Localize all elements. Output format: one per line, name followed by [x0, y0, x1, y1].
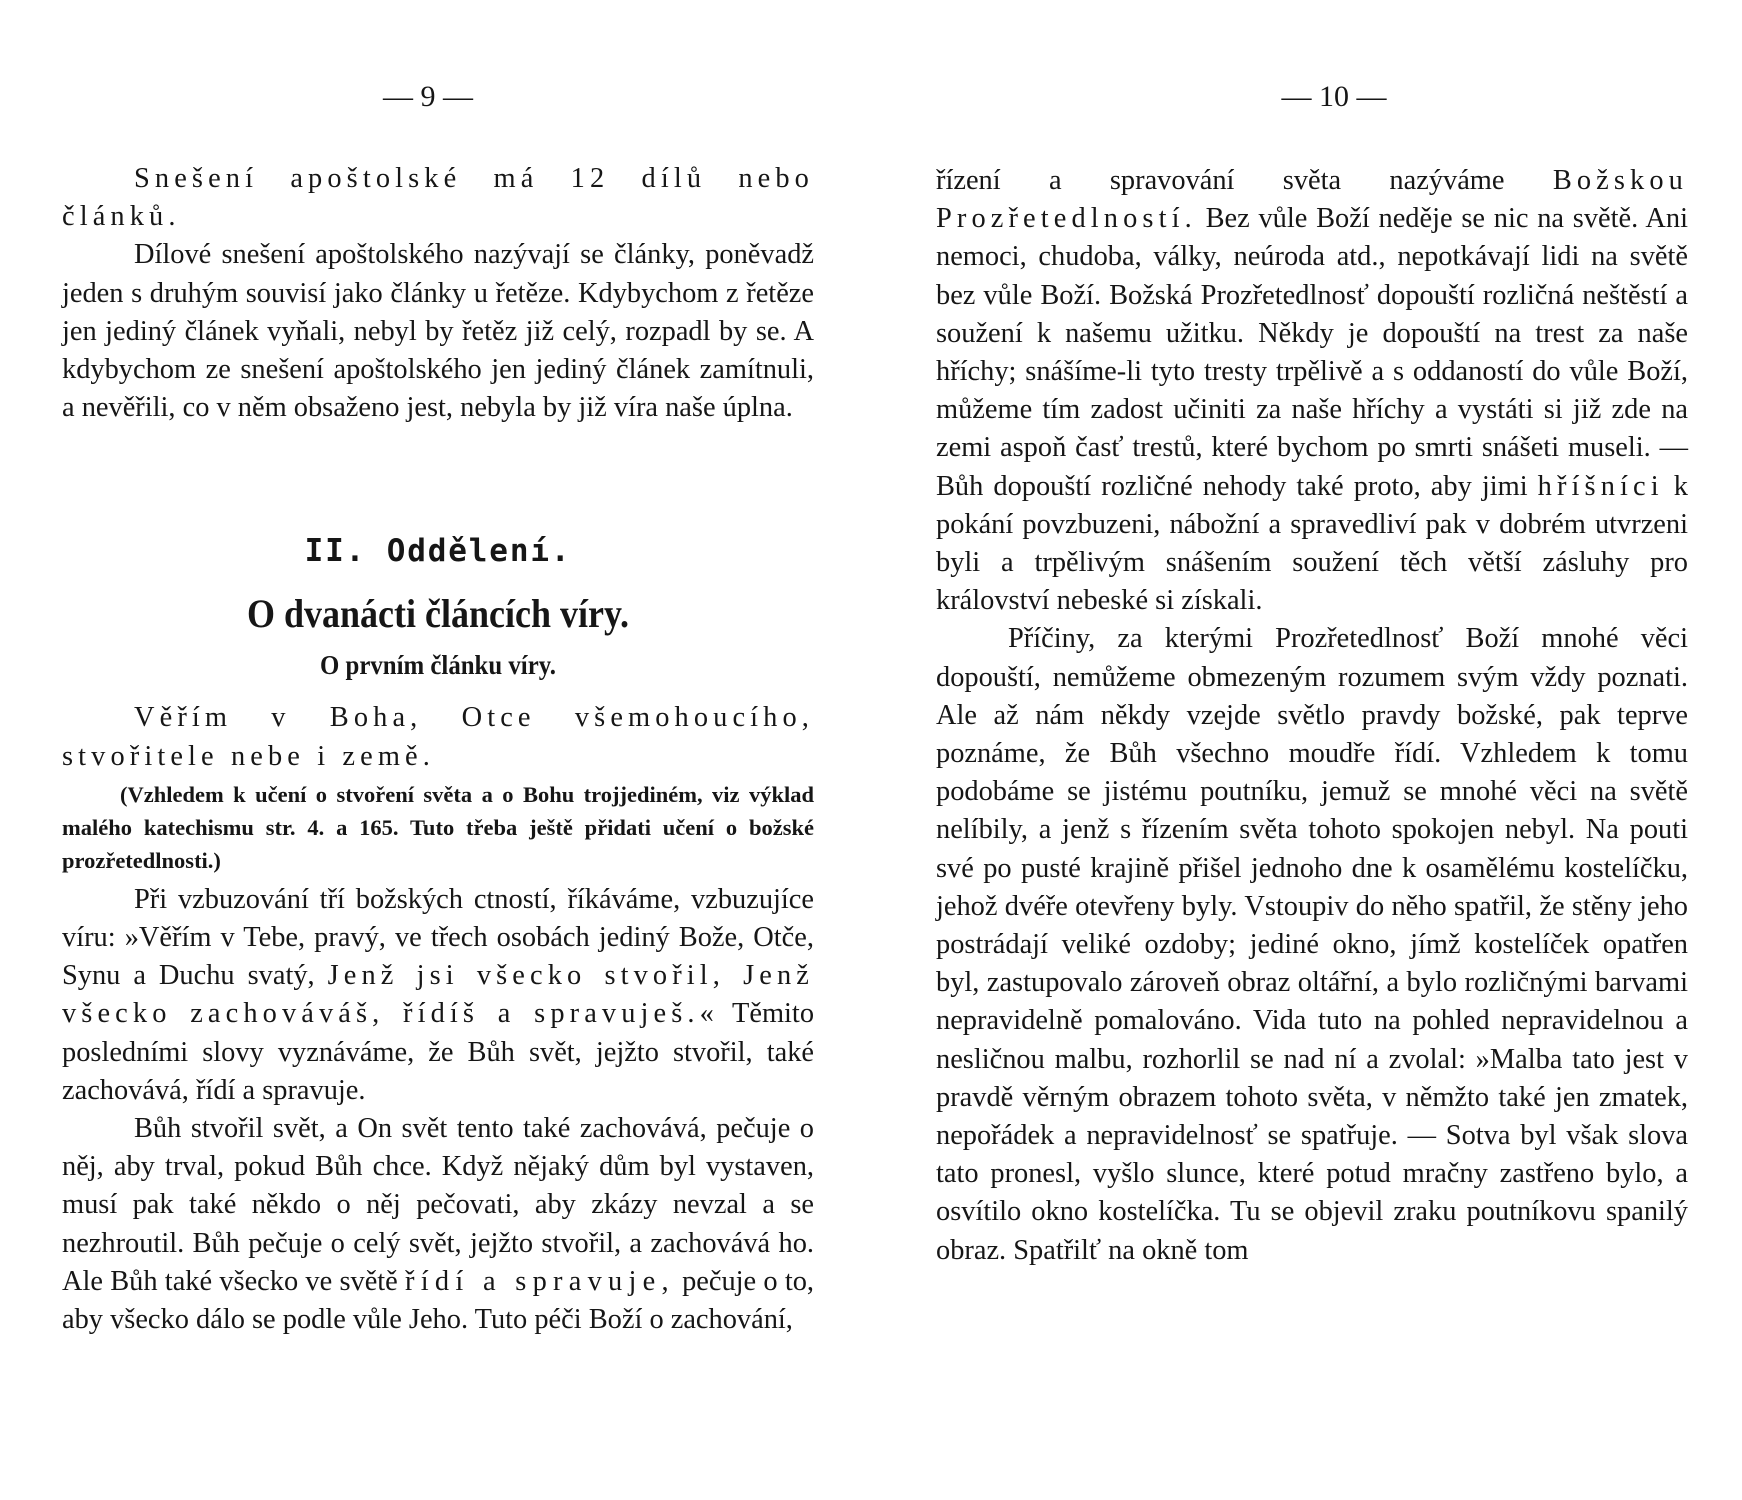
page-number-right: — 10 — — [1281, 80, 1387, 113]
section-heading: II. Oddělení. — [304, 533, 572, 570]
virtues-text-emphasis: Jenž jsi všecko stvořil, Jenž všecko zachováváš, řídíš a spravuješ.« — [62, 960, 814, 1030]
preservation-text-start: Bůh stvořil svět, a On svět tento také zachovává, pečuje o něj, aby trval, pokud Bůh chce. Když nějaký dům byl vystaven, musí pak také někdo o něj pečovati, aby zkázy nevzal a se nezhroutil. Bůh pečuje o celý svět, jejžto stvořil, a zachovává ho. Ale Bůh také všecko ve světě — [62, 1113, 814, 1297]
chapter-title: O dvanácti článcích víry. — [247, 591, 629, 637]
paragraph-articles-count: Snešení apoštolské má 12 dílů nebo článků. — [62, 163, 814, 233]
reference-note: (Vzhledem k učení o stvoření světa a o Bohu trojjediném, viz výklad malého katechismu str. 4. a 165. Tuto třeba ještě přidati učení o božské prozřetedlnosti.) — [62, 781, 814, 873]
providence-text-middle: Bez vůle Boží neděje se nic na světě. Ani nemoci, chudoba, války, neúroda atd., nepotkávají lidi na světě bez vůle Boží. Božská Prozřetedlnosť dopouští rozličná neštěstí a soužení k našemu užitku. Někdy je dopouští na trest za naše hříchy; snášíme-li tyto tresty trpělivě a s oddaností do vůle Boží, můžeme tím zadost učiniti za naše hříchy a vystáti si již zde na zemi aspoň časť trestů, které bychom po smrti snášeti museli. — Bůh dopouští rozličné nehody také proto, aby jimi — [936, 203, 1688, 502]
virtues-text-start: Při vzbuzování tří božských ctností, říkáváme, vzbuzujíce víru: »Věřím v Tebe, pravý, ve třech osobách jediný Bože, Otče, Synu a Duchu svatý, — [62, 883, 814, 992]
paragraph-pilgrim: Příčiny, za kterými Prozřetedlnosť Boží mnohé věci dopouští, nemůžeme obmezeným rozumem svým vždy poznati. Ale až nám někdy vzejde světlo pravdy božské, pak teprve poznáme, že Bůh všechno moudře řídí. Vzhledem k tomu podobáme se jistému poutníku, jemuž se mnohé věci na světě nelíbily, a jenž s řízením světa tohoto spokojen nebyl. Na pouti své po pusté krajině přišel jednoho dne k osamělému kostelíčku, jehož dvéře otevřeny byly. Vstoupiv do něho spatřil, že stěny jeho postrádají veliké ozdoby; jediné okno, jímž kostelíček opatřen byl, zastupovalo zároveň obraz oltářní, a bylo rozličnými barvami nepravidelně pomalováno. Vida tuto na pohled nepravidelnou a nesličnou malbu, rozhorlil se nad ní a zvolal: »Malba tato jest v pravdě věrným obrazem tohoto světa, v němžto také jen zmatek, nepořádek a nepravidelnosť se spatřuje. — Sotva byl však slova tato pronesl, vyšlo slunce, které potud mračny zastřeno bylo, a osvítilo okno kostelíčka. Tu se objevil zraku poutníkovu spanilý obraz. Spatřilť na okně tom — [936, 623, 1688, 1266]
sinners-emphasis: hříšníci — [1537, 470, 1664, 502]
paragraph-virtues — [62, 881, 814, 1110]
right-page-body — [936, 162, 1688, 1270]
paragraph-articles-chain: Dílové snešení apoštolského nazývají se články, poněvadž jeden s druhým souvisí jako články u řetěze. Kdybychom z řetěze jen jediný článek vyňali, nebyl by řetěz již celý, rozpadl by se. A kdybychom ze snešení apoštolského jen jediný článek zamítnuli, a nevěřili, co v něm obsaženo jest, nebyla by již víra naše úplna. — [62, 239, 814, 424]
right-page — [936, 0, 1688, 1500]
preservation-text-emphasis: řídí a spravuje, — [405, 1265, 675, 1297]
providence-term: Božskou Prozřetedlností. — [936, 165, 1688, 235]
chapter-subtitle: O prvním článku víry. — [319, 650, 557, 681]
providence-text-end: k pokání povzbuzeni, nábožní a spravedliví pak v dobrém utvrzeni byli a trpělivým snášením soužení těch větší zásluhy pro království nebeské si získali. — [936, 470, 1688, 617]
creed-quote: Věřím v Boha, Otce všemohoucího, stvořitele nebe i země. — [62, 702, 814, 772]
spacer — [62, 427, 814, 531]
preservation-text-end: pečuje o to, aby všecko dálo se podle vůle Jeho. Tuto péči Boží o zachování, — [62, 1265, 815, 1336]
paragraph-providence — [936, 162, 1688, 620]
virtues-text-end: Těmito posledními slovy vyznáváme, že Bůh svět, jejžto stvořil, také zachovává, řídí a spravuje. — [62, 998, 815, 1106]
page-number-left: — 9 — — [383, 80, 473, 113]
paragraph-preservation — [62, 1110, 814, 1339]
left-page — [62, 0, 814, 1500]
providence-text-start: řízení a spravování světa nazýváme — [936, 165, 1505, 196]
left-page-body — [62, 160, 814, 1339]
